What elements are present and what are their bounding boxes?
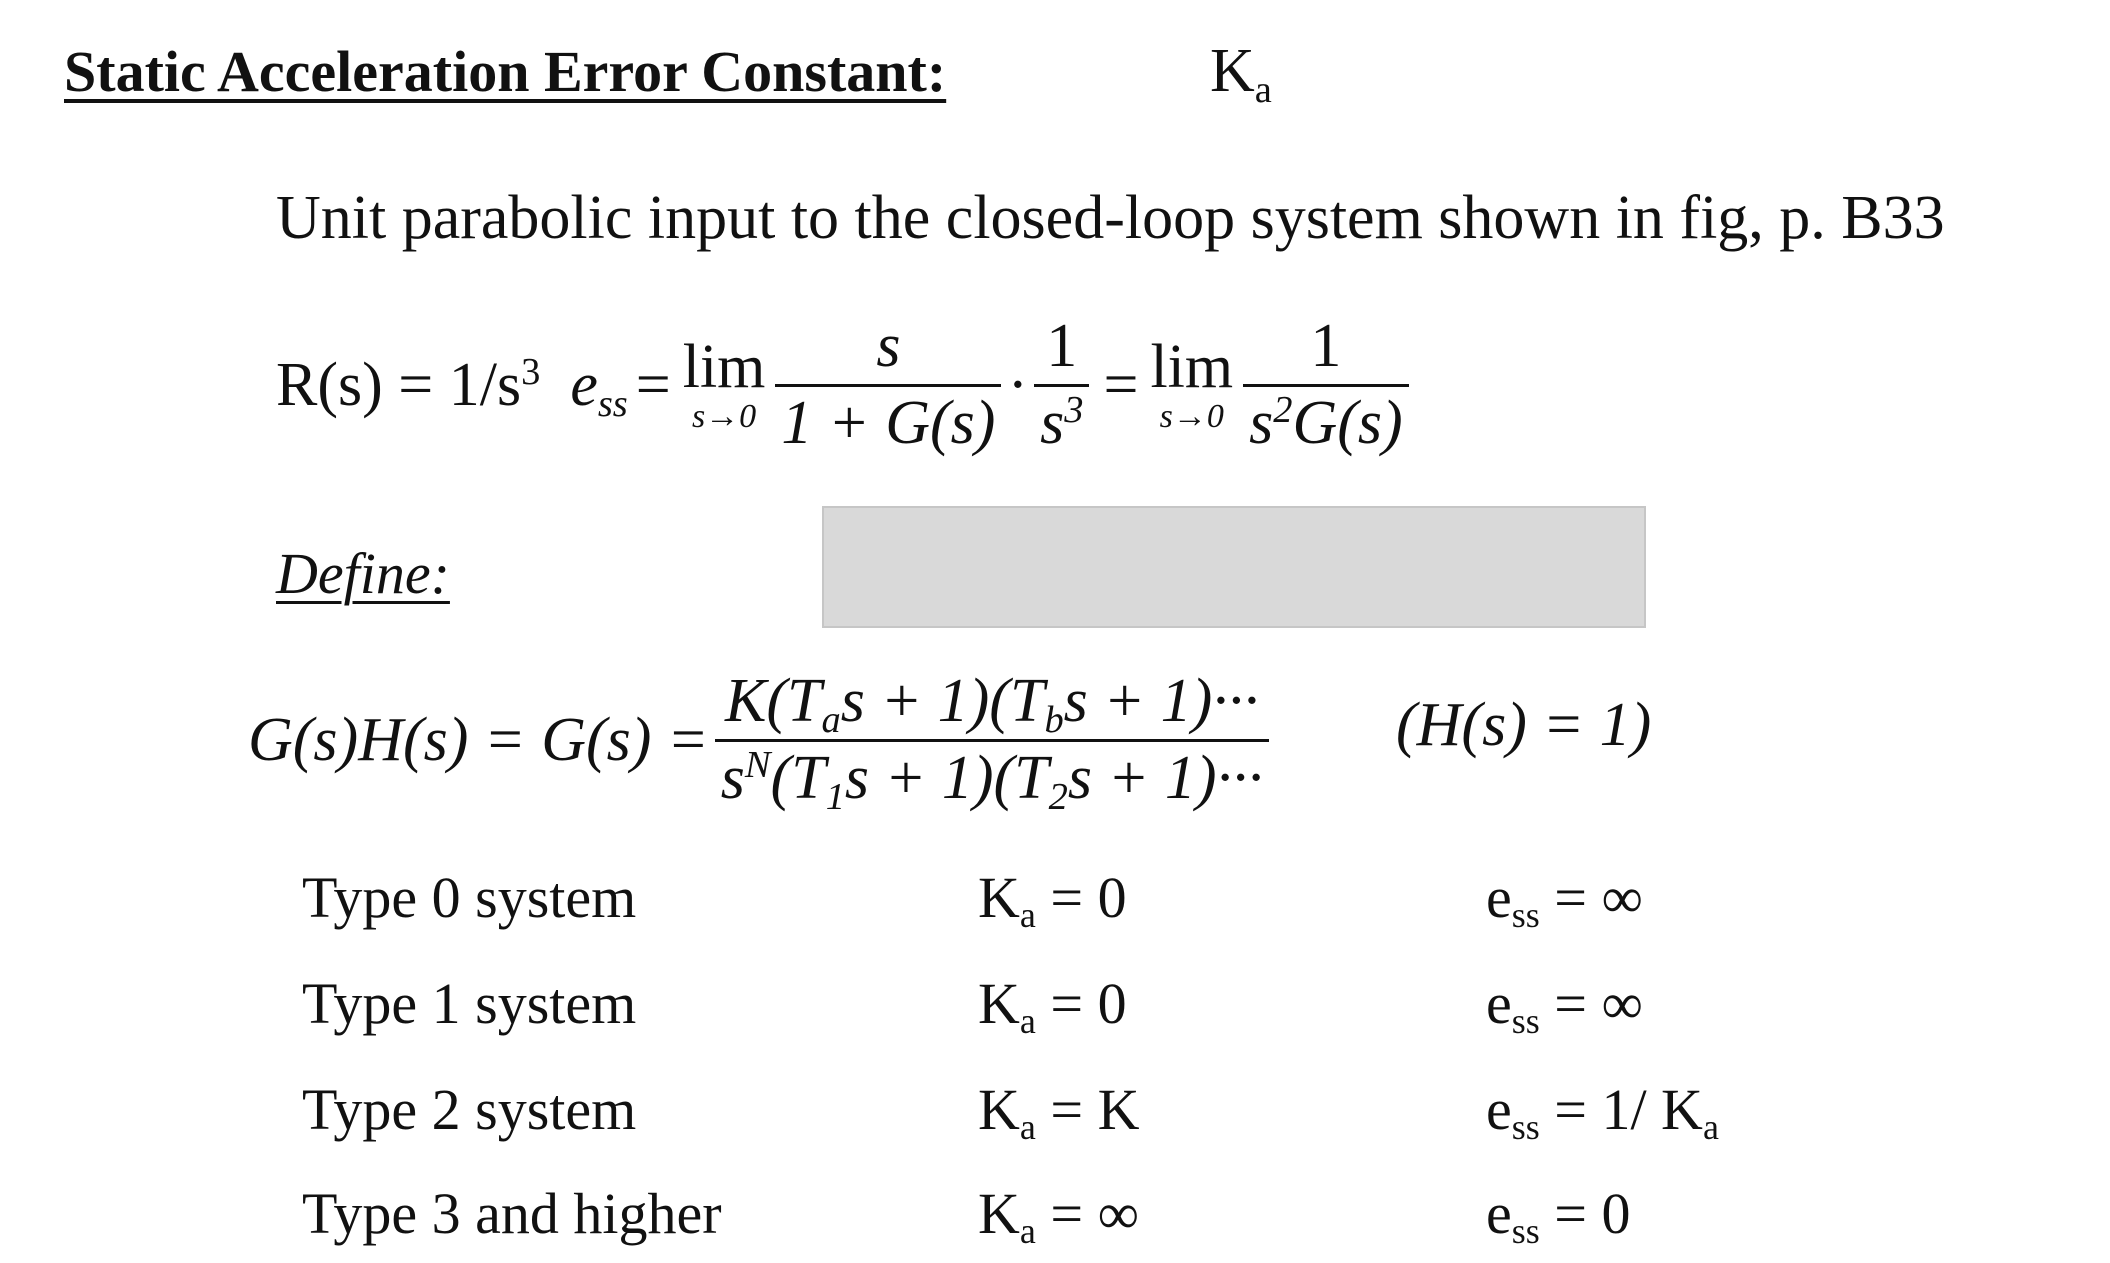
define-label: Define:	[276, 541, 450, 606]
row-3-ess-base: e	[1486, 1181, 1512, 1246]
gs-lhs: G(s)H(s) = G(s) =	[248, 705, 709, 774]
highlight-box	[822, 506, 1646, 628]
title-symbol	[1210, 36, 1272, 111]
title-symbol-sub: a	[1254, 68, 1272, 111]
limit-2	[1150, 333, 1234, 435]
fraction-1-numerator: s	[876, 312, 901, 381]
row-3-ess-sub: ss	[1511, 1211, 1540, 1252]
gs-denominator	[715, 739, 1269, 818]
input-definition-exp: 3	[521, 350, 541, 393]
row-1-ka	[978, 970, 1127, 1042]
row-0-ka-sub: a	[1019, 895, 1036, 936]
fraction-2-numerator: 1	[1046, 312, 1078, 381]
fraction-3	[1243, 314, 1409, 455]
limit-2-word: lim	[1150, 333, 1234, 401]
multiply-dot: ·	[1007, 350, 1029, 419]
row-3-ka-base: K	[978, 1181, 1020, 1246]
fraction-1-denominator: 1 + G(s)	[775, 384, 1001, 456]
row-2-type: Type 2 system	[302, 1077, 637, 1142]
fraction-2-den-base: s	[1040, 388, 1065, 457]
ess-symbol-sub: ss	[597, 382, 628, 425]
gs-den-part-1: (T	[770, 743, 826, 812]
row-0-ka	[978, 864, 1127, 936]
fraction-3-numerator: 1	[1310, 312, 1342, 381]
steady-state-error-equation	[276, 300, 1415, 470]
row-2-ess-sub: ss	[1511, 1107, 1540, 1148]
row-1-ess-base: e	[1486, 971, 1512, 1036]
gs-numerator	[719, 667, 1265, 742]
row-2-ess-base: e	[1486, 1077, 1512, 1142]
fraction-2	[1034, 314, 1089, 455]
equals-sign-2: =	[1103, 350, 1139, 419]
gs-den-sub-2: 2	[1048, 775, 1068, 818]
input-definition	[276, 350, 540, 421]
row-3-ess	[1486, 1180, 1631, 1252]
row-0-ess-value: = ∞	[1539, 865, 1643, 930]
gs-fraction	[715, 667, 1269, 818]
row-1-ess-value: = ∞	[1539, 971, 1643, 1036]
row-0-ka-base: K	[978, 865, 1020, 930]
gs-den-part-2: s + 1)(T	[844, 743, 1049, 812]
gs-den-part-3: s + 1)···	[1067, 743, 1263, 812]
fraction-3-den-base: s	[1249, 388, 1274, 457]
row-2-ess-tail-sub: a	[1702, 1107, 1719, 1148]
fraction-3-den-exp: 2	[1273, 388, 1293, 431]
gs-den-sub-1: 1	[825, 775, 845, 818]
row-0-ka-value: = 0	[1035, 865, 1127, 930]
row-1-ess-sub: ss	[1511, 1001, 1540, 1042]
row-0-ess-base: e	[1486, 865, 1512, 930]
fraction-3-den-rest: G(s)	[1292, 388, 1403, 457]
row-1-ess	[1486, 970, 1643, 1042]
row-3-type: Type 3 and higher	[302, 1181, 722, 1246]
row-1-ka-sub: a	[1019, 1001, 1036, 1042]
row-2-ess-value: = 1/ K	[1539, 1077, 1703, 1142]
gs-num-sub-1: a	[821, 699, 841, 742]
gs-num-part-1: K(T	[724, 667, 822, 736]
row-3-ka	[978, 1180, 1139, 1252]
limit-1-word: lim	[682, 333, 766, 401]
row-1-type: Type 1 system	[302, 971, 637, 1036]
gs-num-part-3: s + 1)···	[1063, 667, 1259, 736]
row-2-ka-value: = K	[1035, 1077, 1140, 1142]
ess-symbol-base: e	[570, 350, 598, 419]
ess-symbol	[570, 350, 628, 425]
limit-2-sub: s→0	[1159, 398, 1224, 435]
page-title: Static Acceleration Error Constant:	[64, 39, 947, 104]
row-0-type: Type 0 system	[302, 865, 637, 930]
limit-1	[682, 333, 766, 435]
open-loop-transfer-function	[248, 660, 1275, 820]
equals-sign-1: =	[635, 350, 671, 419]
input-definition-text: R(s) = 1/s	[276, 350, 522, 419]
row-2-ka-base: K	[978, 1077, 1020, 1142]
title-symbol-base: K	[1210, 37, 1255, 105]
intro-text: Unit parabolic input to the closed-loop system shown in fig, p. B33	[276, 184, 1945, 252]
row-3-ka-value: = ∞	[1035, 1181, 1139, 1246]
row-2-ka-sub: a	[1019, 1107, 1036, 1148]
row-0-ess-sub: ss	[1511, 895, 1540, 936]
limit-1-sub: s→0	[691, 398, 757, 435]
row-1-ka-value: = 0	[1035, 971, 1127, 1036]
row-3-ess-value: = 0	[1539, 1181, 1631, 1246]
row-3-ka-sub: a	[1019, 1211, 1036, 1252]
row-2-ka	[978, 1076, 1140, 1148]
row-0-ess	[1486, 864, 1643, 936]
fraction-2-den-exp: 3	[1064, 388, 1084, 431]
row-1-ka-base: K	[978, 971, 1020, 1036]
hs-note: (H(s) = 1)	[1396, 691, 1652, 759]
gs-den-exp: N	[744, 743, 771, 786]
fraction-2-denominator	[1034, 384, 1089, 456]
gs-num-part-2: s + 1)(T	[840, 667, 1045, 736]
gs-den-part-0: s	[720, 743, 745, 812]
fraction-3-denominator	[1243, 384, 1409, 456]
row-2-ess	[1486, 1076, 1719, 1148]
fraction-1	[775, 314, 1001, 455]
gs-num-sub-2: b	[1044, 699, 1064, 742]
